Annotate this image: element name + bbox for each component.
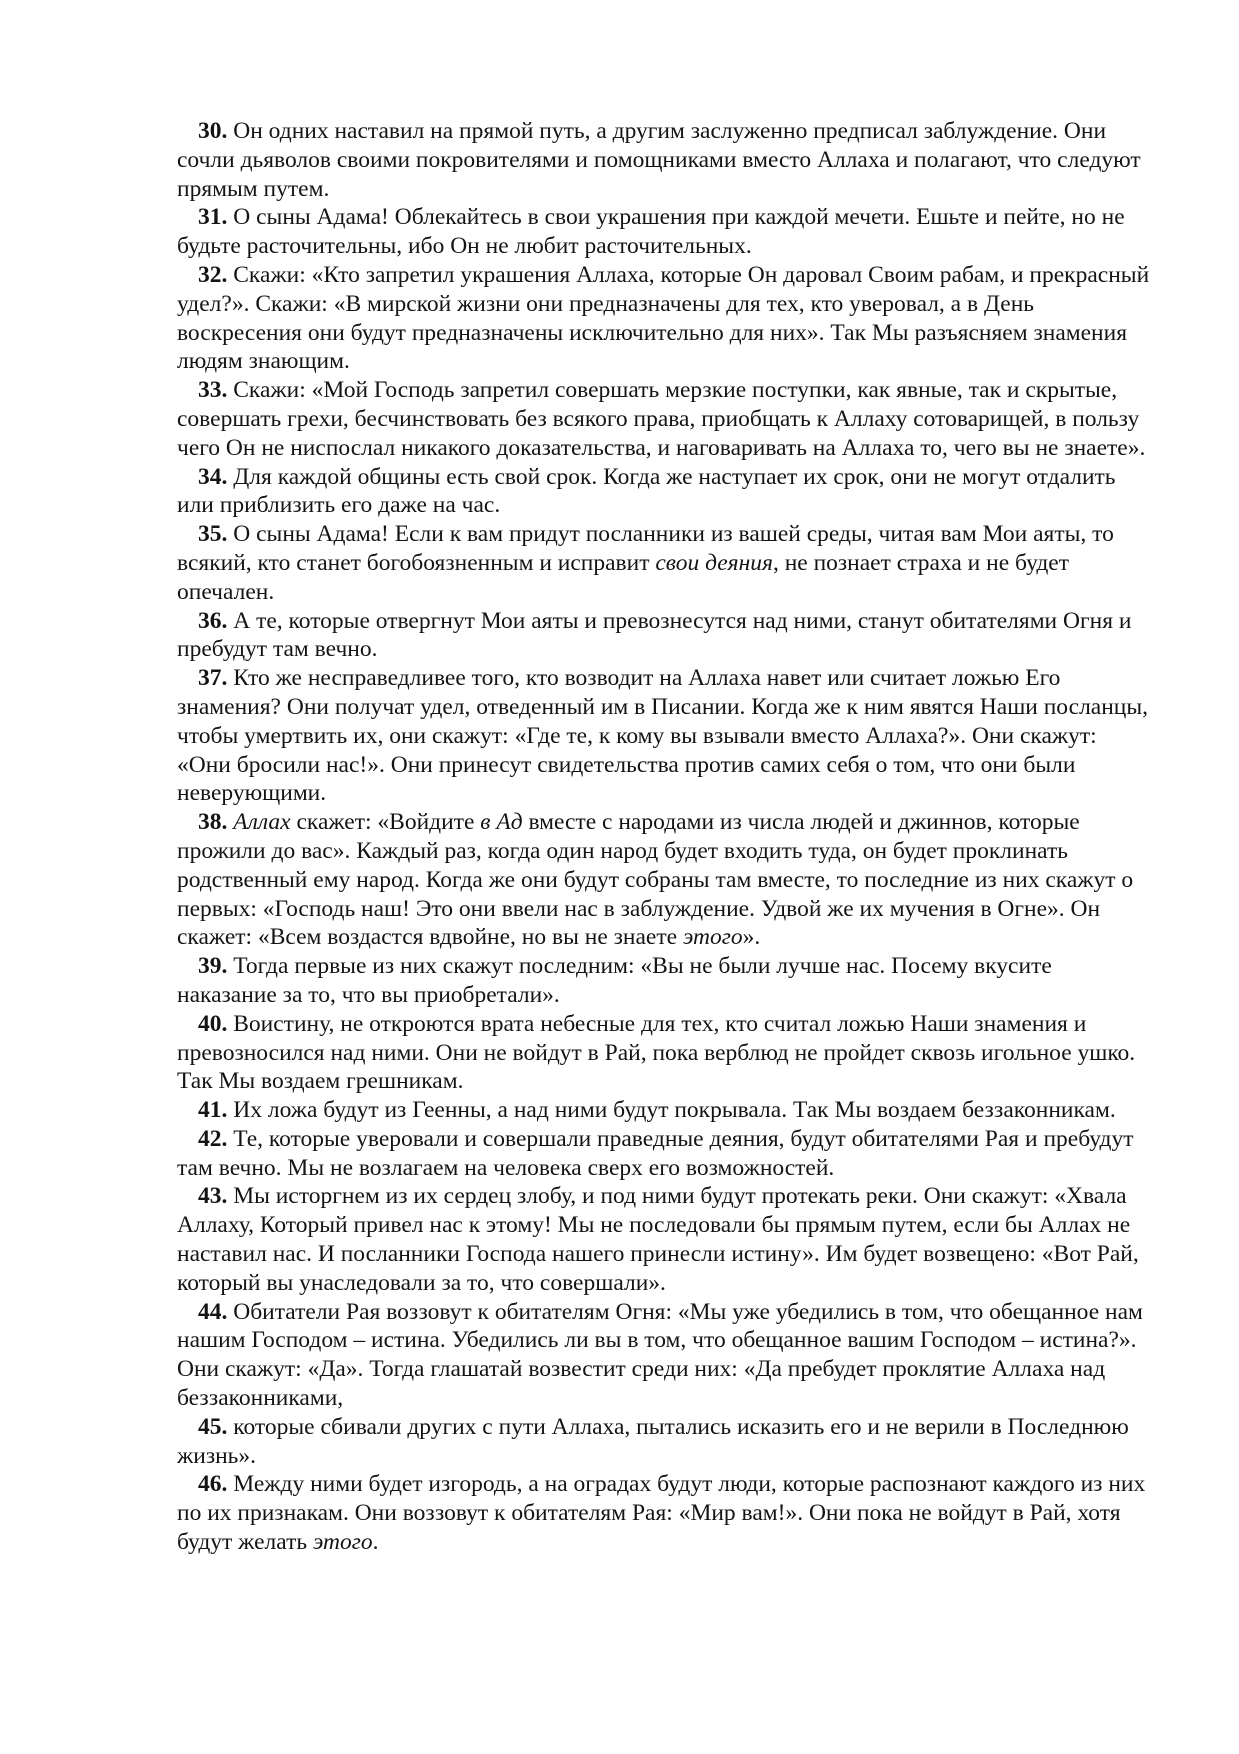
verse-text-italic: Аллах xyxy=(233,809,291,836)
verse-text-italic: этого xyxy=(312,1529,373,1556)
verse-text-segment: Мы исторгнем из их сердец злобу, и под ними будут протекать реки. Они скажут: «Хвала Аллаху, Который привел нас к этому! Мы не последовали бы прямым путем, если бы Аллах не наставил нас. И посланники Господа нашего принесли истину». Им будет возвещено: «Вот Рай, который вы унаследовали за то, что совершали». xyxy=(177,1183,1139,1296)
verse-text-segment: Тогда первые из них скажут последним: «Вы не были лучше нас. Посему вкусите наказание за то, что вы приобретали». xyxy=(177,953,1052,1008)
verse-paragraph xyxy=(177,664,1155,808)
verse-number: 37. xyxy=(198,665,228,692)
verse-paragraph xyxy=(177,1413,1155,1471)
verse-text-segment: Воистину, не откроются врата небесные для тех, кто считал ложью Наши знамения и превозносился над ними. Они не войдут в Рай, пока верблюд не пройдет сквозь игольное ушко. Так Мы воздаем грешникам. xyxy=(177,1010,1136,1095)
verse-number: 33. xyxy=(198,377,228,404)
verse-text-segment: которые сбивали других с пути Аллаха, пытались исказить его и не верили в Последнюю жизнь». xyxy=(177,1413,1129,1469)
verse-text xyxy=(177,521,1114,605)
verse-list xyxy=(177,117,1155,1557)
verse-text xyxy=(177,1183,1139,1295)
verse-number: 35. xyxy=(198,521,228,548)
verse-text xyxy=(177,809,1133,950)
verse-text xyxy=(177,118,1141,202)
verse-paragraph xyxy=(177,203,1155,261)
verse-paragraph xyxy=(177,808,1155,952)
verse-number: 32. xyxy=(198,261,228,288)
verse-text-segment: Скажи: «Мой Господь запретил совершать мерзкие поступки, как явные, так и скрытые, совершать грехи, бесчинствовать без всякого права, приобщать к Аллаху сотоварищей, в пользу чего Он не ниспослал никакого доказательства, и наговаривать на Аллаха то, чего вы не знаете». xyxy=(177,377,1146,461)
verse-text xyxy=(177,1126,1134,1181)
verse-text-segment: Их ложа будут из Геенны, а над ними будут покрывала. Так Мы воздаем беззаконникам. xyxy=(227,1097,1116,1124)
verse-text xyxy=(177,204,1125,259)
verse-text xyxy=(177,1414,1129,1469)
verse-number: 42. xyxy=(198,1125,228,1152)
verse-paragraph xyxy=(177,1125,1155,1183)
verse-text xyxy=(227,1097,1115,1123)
verse-text-italic: в Ад xyxy=(480,809,523,836)
verse-number: 44. xyxy=(198,1298,228,1325)
verse-text-segment: , не познает страха и не будет опечален. xyxy=(177,549,1069,605)
verse-text-italic: этого xyxy=(682,924,743,951)
verse-text xyxy=(177,1471,1145,1555)
verse-number: 43. xyxy=(198,1183,228,1210)
verse-paragraph xyxy=(177,117,1155,203)
verse-text xyxy=(177,608,1131,663)
verse-text xyxy=(177,377,1145,461)
verse-paragraph xyxy=(177,1470,1155,1556)
verse-text xyxy=(177,1011,1135,1095)
verse-paragraph xyxy=(177,520,1155,606)
verse-paragraph xyxy=(177,261,1155,376)
verse-number: 38. xyxy=(198,809,228,836)
verse-paragraph xyxy=(177,952,1155,1010)
verse-number: 30. xyxy=(198,118,228,144)
verse-text-segment: Он одних наставил на прямой путь, а другим заслуженно предписал заблуждение. Они сочли дьяволов своими покровителями и помощниками вместо Аллаха и полагают, что следуют прямым путем. xyxy=(177,118,1141,202)
verse-text-segment: скажет: «Войдите xyxy=(290,809,481,836)
verse-paragraph xyxy=(177,463,1155,521)
verse-text-segment: Для каждой общины есть свой срок. Когда же наступает их срок, они не могут отдалить или приблизить его даже на час. xyxy=(177,463,1116,519)
verse-text-segment: О сыны Адама! Если к вам придут посланники из вашей среды, читая вам Мои аяты, то всякий, кто станет богобоязненным и исправит xyxy=(177,521,1114,576)
verse-paragraph xyxy=(177,1298,1155,1413)
verse-text-segment: Между ними будет изгородь, а на оградах будут люди, которые распознают каждого из них по их признакам. Они воззовут к обитателям Рая: «Мир вам!». Они пока не войдут в Рай, хотя будут желать xyxy=(177,1471,1146,1556)
verse-text xyxy=(177,262,1149,374)
verse-paragraph xyxy=(177,1182,1155,1297)
verse-text-segment: Те, которые уверовали и совершали праведные деяния, будут обитателями Рая и пребудут там вечно. Мы не возлагаем на человека сверх его возможностей. xyxy=(177,1125,1134,1181)
verse-text xyxy=(177,665,1148,806)
verse-text xyxy=(177,1299,1143,1411)
verse-text-segment: вместе с народами из числа людей и джиннов, которые прожили до вас». Каждый раз, когда один народ будет входить туда, он будет проклинать родственный ему народ. Когда же они будут собраны там вместе, то последние из них скажут о первых: «Господь наш! Это они ввели нас в заблуждение. Удвой же их мучения в Огне». Он скажет: «Всем воздастся вдвойне, но вы не знаете xyxy=(177,809,1134,951)
verse-number: 45. xyxy=(198,1413,228,1440)
verse-text-segment: О сыны Адама! Облекайтесь в свои украшения при каждой мечети. Ешьте и пейте, но не будьте расточительны, ибо Он не любит расточительных. xyxy=(177,204,1125,260)
verse-text-segment: А те, которые отвергнут Мои аяты и превознесутся над ними, станут обитателями Огня и пребудут там вечно. xyxy=(177,607,1132,663)
verse-number: 36. xyxy=(198,607,228,634)
verse-paragraph xyxy=(177,1010,1155,1096)
verse-text-italic: свои деяния xyxy=(655,549,773,576)
verse-text-segment: Обитатели Рая воззовут к обитателям Огня: «Мы уже убедились в том, что обещанное нам нашим Господом – истина. Убедились ли вы в том, что обещанное вашим Господом – истина?». Они скажут: «Да». Тогда глашатай возвестит среди них: «Да пребудет проклятие Аллаха над беззаконниками, xyxy=(177,1298,1143,1412)
verse-text-segment: Скажи: «Кто запретил украшения Аллаха, которые Он даровал Своим рабам, и прекрасный удел?». Скажи: «В мирской жизни они предназначены для тех, кто уверовал, а в День воскресения они будут предназначены исключительно для них». Так Мы разъясняем знамения людям знающим. xyxy=(177,261,1150,375)
verse-paragraph xyxy=(177,376,1155,462)
verse-number: 39. xyxy=(198,953,228,980)
verse-number: 34. xyxy=(198,463,228,490)
verse-number: 40. xyxy=(198,1010,228,1037)
verse-text-segment: Кто же несправедливее того, кто возводит на Аллаха навет или считает ложью Его знамения? Они получат удел, отведенный им в Писании. Когда же к ним явятся Наши посланцы, чтобы умертвить их, они скажут: «Где те, к кому вы взывали вместо Аллаха?». Они скажут: «Они бросили нас!». Они принесут свидетельства против самих себя о том, что они были неверующими. xyxy=(177,665,1149,807)
verse-text xyxy=(177,953,1052,1008)
verse-text-segment: ». xyxy=(742,924,761,951)
verse-text-segment: . xyxy=(372,1529,379,1556)
verse-number: 46. xyxy=(198,1471,228,1498)
verse-number: 31. xyxy=(198,204,228,231)
verse-text xyxy=(177,464,1116,519)
verse-paragraph xyxy=(177,607,1155,665)
verse-number: 41. xyxy=(198,1097,228,1124)
verse-paragraph xyxy=(177,1096,1155,1125)
